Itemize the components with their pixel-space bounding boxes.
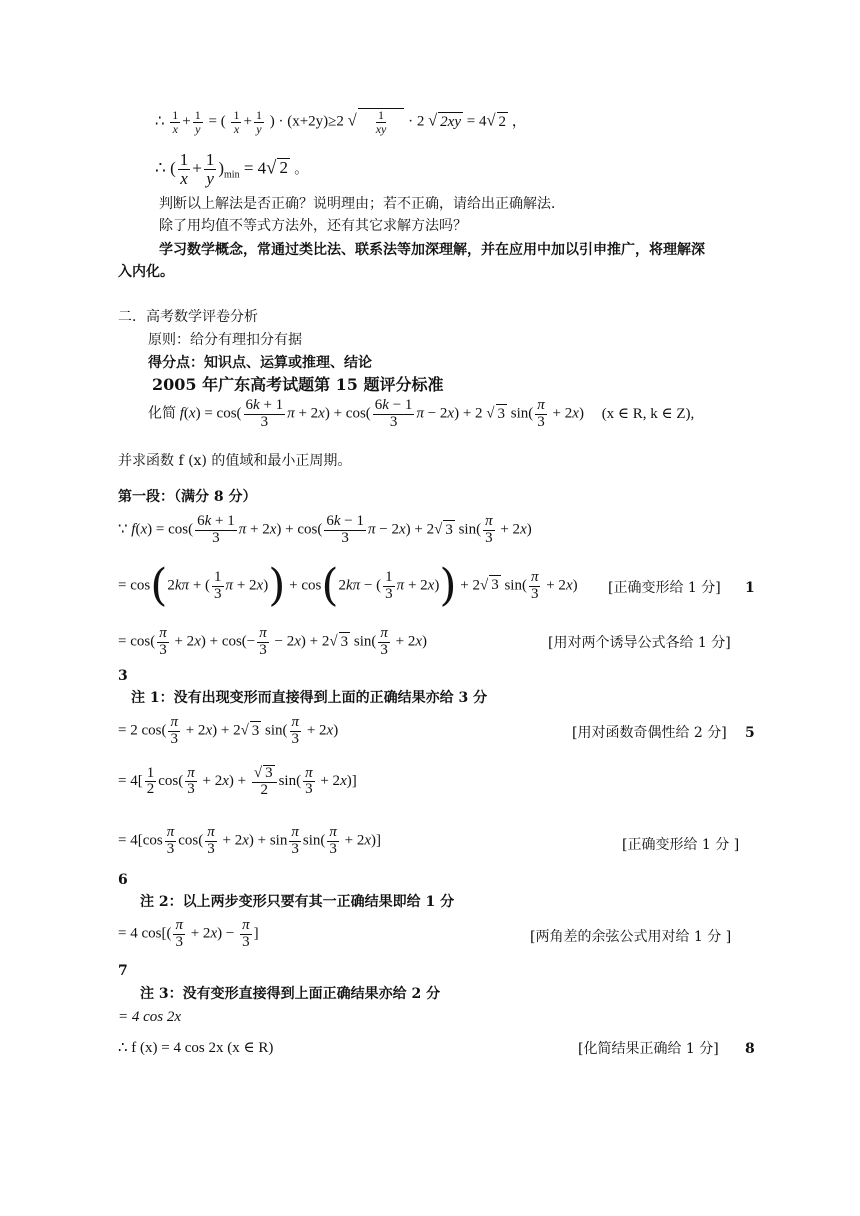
problem-condition: (x ∈ R, k ∈ Z), bbox=[601, 405, 695, 422]
note-correct-transform: [正确变形给 1 分] bbox=[608, 580, 721, 596]
step-6-rewrite: = 4[cos $\frac{\pi}{3}$ cos( $\frac{\pi}{3}$ + 2x) + sin $\frac{\pi}{3}$ sin( $\frac{\pi}{3}$ + 2x)] bbox=[118, 824, 382, 857]
principle-line: 原则：给分有理扣分有据 bbox=[148, 332, 302, 348]
eq-sum-inequality: ∴ $\frac{1}{x}$ + $\frac{1}{y}$ = ( $\frac{1}{x}$ + $\frac{1}{y}$ ) · (x+2y)≥2 √ $\frac{1}{xy}$ · 2 √ 2xy = 4√ 2 ， bbox=[155, 108, 527, 136]
problem-statement: 化简 f(x) = cos( $\frac{6k + 1}{3}$ π + 2x) + cos( $\frac{6k - 1}{3}$ π − 2x) + 2 √ 3 sin( $\frac{\pi}{3}$ + 2x) (x ∈ R, k ∈ Z), bbox=[148, 397, 695, 430]
therefore-symbol: ∴ bbox=[155, 113, 165, 130]
note-parity: [用对函数奇偶性给 2 分] bbox=[572, 725, 727, 741]
frac-1-x: $\frac{1}{x}$ bbox=[172, 108, 179, 136]
simplify-label: 化简 bbox=[148, 405, 176, 422]
question-2: 除了用均值不等式方法外，还有其它求解方法吗？ bbox=[159, 218, 467, 234]
eq-segment: = 4 bbox=[243, 158, 267, 178]
eq-minimum: ∴ ( $\frac{1}{x}$ + $\frac{1}{y}$ )$_{min} = 4√$ 2 。 bbox=[155, 150, 309, 188]
eq-segment: = 4 bbox=[466, 113, 487, 130]
radical-sign: √ bbox=[266, 157, 277, 179]
frac-1-y: $\frac{1}{y}$ bbox=[194, 108, 201, 136]
score-7: 7 bbox=[118, 963, 128, 979]
step-4-parity: = 2 cos( $\frac{\pi}{3}$ + 2x) + 2√ 3 sin( $\frac{\pi}{3}$ + 2x) bbox=[118, 714, 339, 747]
step-3-induction: = cos( $\frac{\pi}{3}$ + 2x) + cos(− $\frac{\pi}{3}$ − 2x) + 2√ 3 sin( $\frac{\pi}{3}$ + 2x) bbox=[118, 625, 428, 658]
step-5-factor: = 4[ $\frac{1}{2}$ cos( $\frac{\pi}{3}$ + 2x) + $\frac{√ 3}{2}$ sin( $\frac{\pi}{3}$ + 2x)] bbox=[118, 764, 357, 798]
scoring-points-line: 得分点：知识点、运算或推理、结论 bbox=[148, 355, 372, 371]
section-heading: 二．高考数学评卷分析 bbox=[118, 309, 258, 325]
score-3: 3 bbox=[118, 668, 128, 684]
sqrt-2: 2 bbox=[498, 113, 507, 130]
bold-paragraph-line-1: 学习数学概念，常通过类比法、联系法等加深理解，并在应用中加以引申推广，将理解深 bbox=[159, 242, 705, 258]
equals-sign: = bbox=[208, 113, 217, 130]
sqrt-1-over-xy: $\frac{1}{xy}$ bbox=[358, 108, 405, 135]
score-6: 6 bbox=[118, 872, 128, 888]
period: 。 bbox=[294, 162, 309, 178]
step-2-expand: = cos(2kπ + ( $\frac{1}{3}$ π + 2x)) + cos(2kπ − ( $\frac{1}{3}$ π + 2x)) + 2√ 3 sin( $\frac{\pi}{3}$ + 2x) bbox=[118, 560, 578, 611]
sqrt-2: 2 bbox=[279, 158, 288, 178]
note-3: 注 3：没有变形直接得到上面正确结果亦给 2 分 bbox=[140, 986, 441, 1002]
eq-segment: · 2 bbox=[408, 113, 425, 130]
radical-sign: √ bbox=[428, 110, 438, 130]
step-7-difference: = 4 cos[( $\frac{\pi}{3}$ + 2x) − $\frac{\pi}{3}$ ] bbox=[118, 917, 259, 950]
radical-sign: √ bbox=[347, 110, 357, 130]
eq-segment: ) · (x+2y)≥2 bbox=[269, 113, 344, 130]
frac-1-y: $\frac{1}{y}$ bbox=[255, 108, 262, 136]
score-1: 1 bbox=[745, 580, 755, 596]
score-8: 8 bbox=[745, 1041, 755, 1057]
note-difference-formula: [两角差的余弦公式用对给 1 分 ] bbox=[530, 929, 732, 945]
note-correct-transform-2: [正确变形给 1 分 ] bbox=[622, 837, 740, 853]
note-1: 注 1：没有出现变形而直接得到上面的正确结果亦给 3 分 bbox=[131, 690, 488, 706]
therefore-symbol: ∴ bbox=[155, 158, 166, 178]
step-1-given: ∵ f(x) = cos( $\frac{6k + 1}{3}$ π + 2x) + cos( $\frac{6k - 1}{3}$ π − 2x) + 2√ 3 sin( $\frac{\pi}{3}$ + 2x) bbox=[118, 513, 532, 546]
step-9-conclusion: ∴ f (x) = 4 cos 2x (x ∈ R) bbox=[118, 1040, 274, 1056]
step-8-result: = 4 cos 2x bbox=[118, 1009, 182, 1025]
radical-sign: √ bbox=[486, 110, 496, 130]
note-2: 注 2：以上两步变形只要有其一正确结果即给 1 分 bbox=[140, 894, 455, 910]
frac-1-x: $\frac{1}{x}$ bbox=[233, 108, 240, 136]
stage-1-heading: 第一段：（满分 8 分） bbox=[118, 489, 257, 505]
note-induction-formulas: [用对两个诱导公式各给 1 分] bbox=[548, 635, 731, 651]
problem-line-2: 并求函数 f (x) 的值域和最小正周期。 bbox=[118, 453, 352, 469]
note-simplified-result: [化简结果正确给 1 分] bbox=[578, 1041, 719, 1057]
question-1: 判断以上解法是否正确？说明理由；若不正确，请给出正确解法． bbox=[159, 196, 565, 212]
sqrt-2xy: 2xy bbox=[440, 113, 461, 130]
comma: ， bbox=[511, 113, 527, 130]
score-5: 5 bbox=[745, 725, 755, 741]
min-subscript: min bbox=[224, 169, 240, 181]
bold-paragraph-line-2: 入内化。 bbox=[118, 264, 174, 280]
exam-title: 2005 年广东高考试题第 15 题评分标准 bbox=[152, 375, 444, 394]
